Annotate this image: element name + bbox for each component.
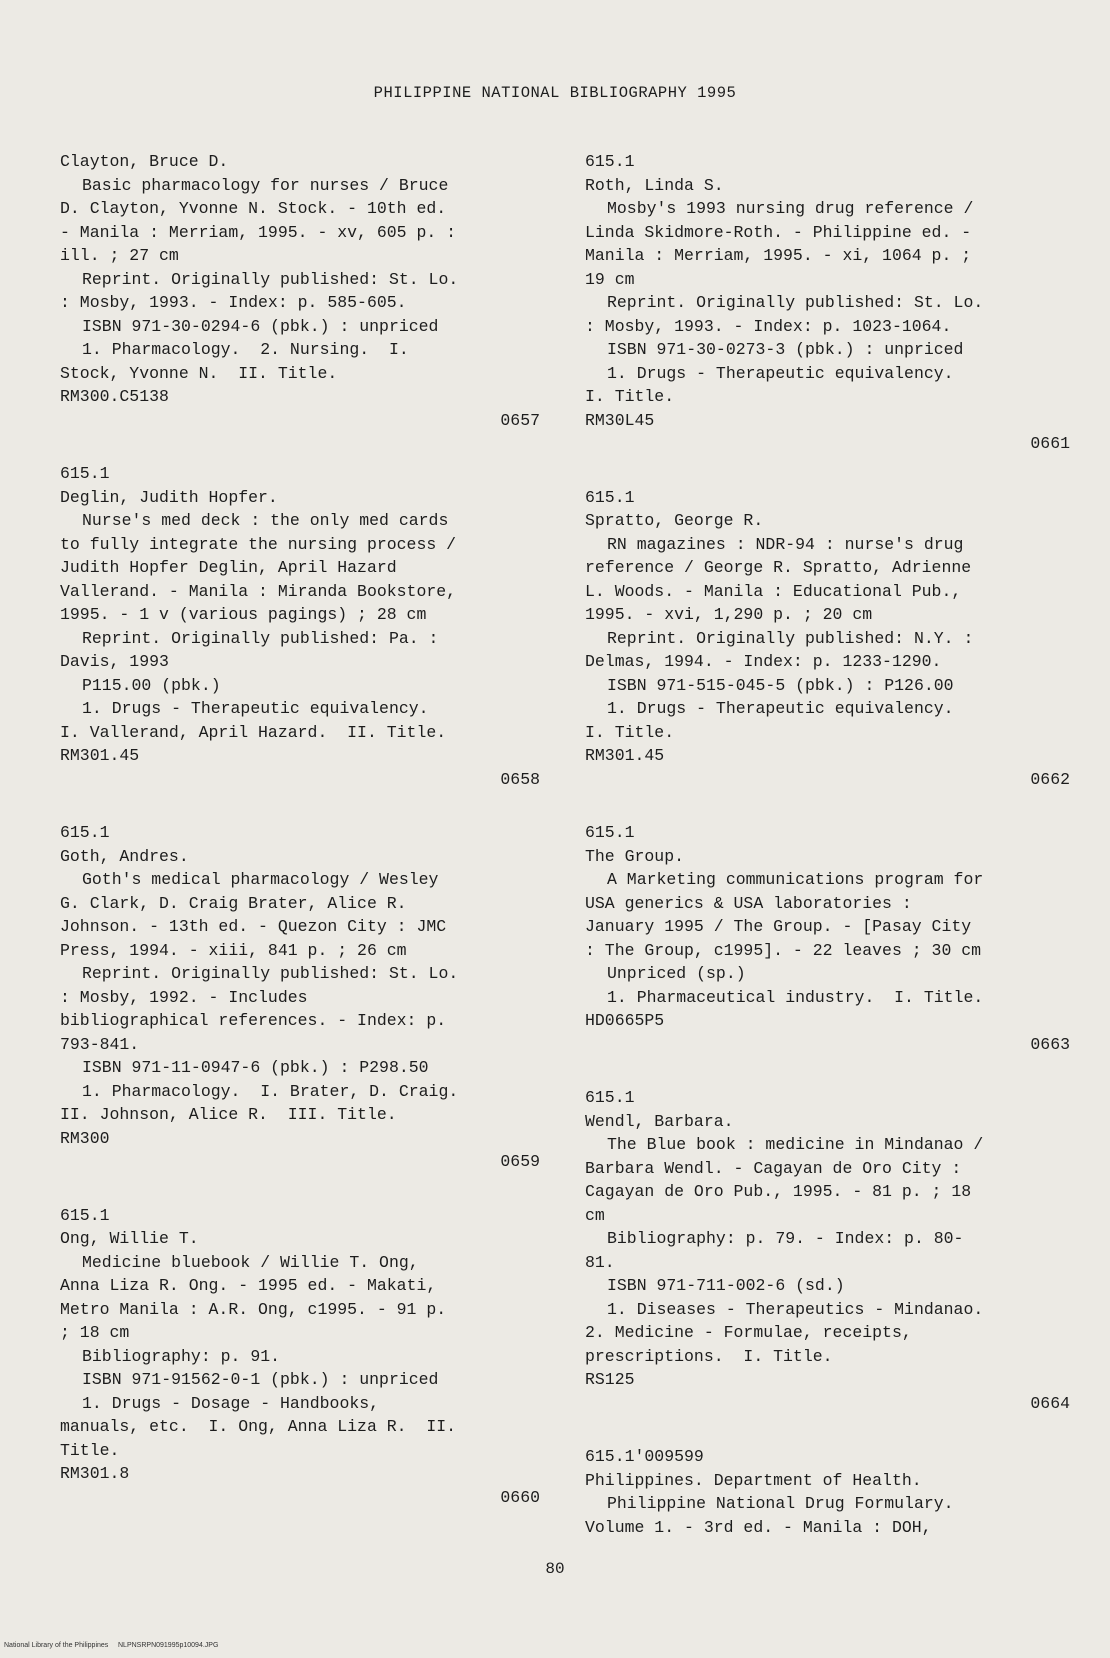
entry-line: : The Group, c1995]. - 22 leaves ; 30 cm: [585, 940, 982, 960]
entry-line: Deglin, Judith Hopfer.: [60, 487, 278, 507]
entry-line: D. Clayton, Yvonne N. Stock. - 10th ed.: [60, 199, 447, 218]
bibliographic-entry: [585, 1445, 1070, 1539]
bibliographic-entry: [585, 150, 1070, 456]
right-column: [585, 150, 1070, 1569]
bibliographic-entry: [60, 462, 540, 791]
entry-line: ISBN 971-30-0294-6 (pbk.) : unpriced: [82, 316, 439, 336]
entry-line: Bibliography: p. 79. - Index: p. 80-: [607, 1229, 964, 1248]
entry-line: Wendl, Barbara.: [585, 1111, 734, 1131]
entry-line: ISBN 971-515-045-5 (pbk.) : P126.00: [607, 675, 954, 695]
entry-line: 615.1: [585, 487, 635, 507]
bibliographic-entry: [585, 821, 1070, 1056]
entry-line: P115.00 (pbk.): [82, 675, 221, 695]
entry-line: Unpriced (sp.): [607, 964, 746, 983]
entry-line: HD0665P5: [585, 1011, 665, 1030]
entry-line: Davis, 1993: [60, 652, 169, 671]
entry-line: cm: [585, 1205, 605, 1225]
entry-line: : Mosby, 1992. - Includes: [60, 987, 308, 1007]
entry-line: ISBN 971-11-0947-6 (pbk.) : P298.50: [82, 1058, 429, 1077]
entry-line: 1. Pharmaceutical industry. I. Title.: [607, 987, 984, 1007]
entry-line: A Marketing communications program for: [607, 870, 984, 889]
entry-line: ISBN 971-91562-0-1 (pbk.) : unpriced: [82, 1370, 439, 1389]
entry-line: Anna Liza R. Ong. - 1995 ed. - Makati,: [60, 1276, 437, 1295]
entry-line: RM300.C5138: [60, 387, 169, 406]
entry-line: Basic pharmacology for nurses / Bruce: [82, 175, 449, 195]
entry-line: RM301.45: [60, 746, 140, 765]
entry-line: I. Vallerand, April Hazard. II. Title.: [60, 722, 447, 742]
entry-line: ISBN 971-711-002-6 (sd.): [607, 1276, 845, 1295]
entry-line: Cagayan de Oro Pub., 1995. - 81 p. ; 18: [585, 1182, 972, 1201]
entry-line: Metro Manila : A.R. Ong, c1995. - 91 p.: [60, 1299, 447, 1319]
entry-line: The Blue book : medicine in Mindanao /: [607, 1135, 984, 1154]
entry-line: 615.1: [60, 823, 110, 842]
entry-line: : Mosby, 1993. - Index: p. 1023-1064.: [585, 316, 952, 336]
entry-line: 615.1: [585, 1088, 635, 1107]
entry-line: - Manila : Merriam, 1995. - xv, 605 p. :: [60, 222, 457, 242]
entry-number: 0657: [500, 410, 540, 430]
entry-line: 1. Diseases - Therapeutics - Mindanao.: [607, 1299, 984, 1319]
left-column: [60, 150, 540, 1539]
entry-line: RM301.45: [585, 746, 665, 765]
entry-line: I. Title.: [585, 387, 675, 406]
entry-number: 0660: [500, 1487, 540, 1507]
entry-line: Stock, Yvonne N. II. Title.: [60, 363, 338, 383]
entry-line: Medicine bluebook / Willie T. Ong,: [82, 1252, 419, 1272]
entry-line: RN magazines : NDR-94 : nurse's drug: [607, 534, 964, 554]
entry-line: to fully integrate the nursing process /: [60, 534, 457, 554]
entry-line: reference / George R. Spratto, Adrienne: [585, 558, 972, 577]
entry-line: Nurse's med deck : the only med cards: [82, 511, 449, 530]
entry-line: L. Woods. - Manila : Educational Pub.,: [585, 581, 962, 601]
entry-line: Spratto, George R.: [585, 511, 764, 530]
entry-line: Mosby's 1993 nursing drug reference /: [607, 199, 974, 218]
entry-line: II. Johnson, Alice R. III. Title.: [60, 1105, 397, 1124]
entry-line: 1995. - xvi, 1,290 p. ; 20 cm: [585, 605, 873, 624]
entry-line: 615.1: [585, 823, 635, 842]
entry-line: I. Title.: [585, 722, 675, 742]
entry-line: 615.1: [60, 464, 110, 483]
entry-line: manuals, etc. I. Ong, Anna Liza R. II.: [60, 1417, 457, 1436]
entry-line: RS125: [585, 1370, 635, 1389]
entry-line: Bibliography: p. 91.: [82, 1346, 281, 1366]
entry-line: January 1995 / The Group. - [Pasay City: [585, 917, 972, 936]
entry-line: bibliographical references. - Index: p.: [60, 1011, 447, 1030]
page-number: 80: [545, 1560, 565, 1578]
entry-line: Judith Hopfer Deglin, April Hazard: [60, 558, 397, 577]
entry-line: RM301.8: [60, 1464, 130, 1483]
entry-line: 1. Pharmacology. I. Brater, D. Craig.: [82, 1081, 459, 1101]
entry-number: 0658: [500, 769, 540, 789]
entry-line: Title.: [60, 1440, 120, 1460]
entry-line: Ong, Willie T.: [60, 1229, 199, 1248]
entry-line: : Mosby, 1993. - Index: p. 585-605.: [60, 293, 407, 312]
entry-line: 1. Drugs - Therapeutic equivalency.: [607, 699, 954, 718]
entry-number: 0659: [500, 1152, 540, 1171]
entry-line: Clayton, Bruce D.: [60, 152, 229, 171]
entry-line: Johnson. - 13th ed. - Quezon City : JMC: [60, 917, 447, 936]
entry-line: Philippine National Drug Formulary.: [607, 1494, 954, 1513]
entry-line: 1. Drugs - Therapeutic equivalency.: [607, 363, 954, 383]
page-title: PHILIPPINE NATIONAL BIBLIOGRAPHY 1995: [373, 84, 737, 102]
entry-line: The Group.: [585, 846, 685, 866]
entry-line: Barbara Wendl. - Cagayan de Oro City :: [585, 1158, 962, 1178]
entry-line: Press, 1994. - xiii, 841 p. ; 26 cm: [60, 940, 407, 960]
entry-line: 19 cm: [585, 269, 635, 289]
scan-credit: National Library of the Philippines NLPNSRPN091995p10094.JPG: [4, 1642, 219, 1649]
bibliographic-entry: [60, 821, 540, 1174]
entry-line: Vallerand. - Manila : Miranda Bookstore,: [60, 581, 457, 601]
entry-line: Reprint. Originally published: Pa. :: [82, 628, 439, 648]
entry-line: 793-841.: [60, 1034, 140, 1054]
entry-line: Reprint. Originally published: N.Y. :: [607, 628, 974, 648]
entry-line: Reprint. Originally published: St. Lo.: [82, 964, 459, 983]
entry-line: Manila : Merriam, 1995. - xi, 1064 p. ;: [585, 246, 972, 265]
bibliographic-entry: [60, 150, 540, 432]
entry-line: Delmas, 1994. - Index: p. 1233-1290.: [585, 652, 942, 671]
entry-line: ; 18 cm: [60, 1323, 130, 1342]
bibliographic-entry: [60, 1204, 540, 1510]
entry-line: Goth, Andres.: [60, 846, 189, 866]
entry-line: 1. Drugs - Therapeutic equivalency.: [82, 699, 429, 718]
entry-number: 0661: [1030, 434, 1070, 453]
entry-line: Reprint. Originally published: St. Lo.: [82, 269, 459, 289]
entry-number: 0663: [1030, 1034, 1070, 1054]
entry-line: 615.1: [60, 1205, 110, 1225]
entry-line: 1995. - 1 v (various pagings) ; 28 cm: [60, 605, 427, 624]
entry-line: Volume 1. - 3rd ed. - Manila : DOH,: [585, 1517, 932, 1537]
entry-line: Reprint. Originally published: St. Lo.: [607, 293, 984, 312]
entry-line: USA generics & USA laboratories :: [585, 893, 912, 913]
entry-line: 81.: [585, 1252, 615, 1272]
entry-number: 0662: [1030, 769, 1070, 789]
entry-line: 1. Drugs - Dosage - Handbooks,: [82, 1393, 380, 1413]
bibliographic-entry: [585, 1086, 1070, 1415]
entry-line: RM300: [60, 1128, 110, 1148]
entry-line: 1. Pharmacology. 2. Nursing. I.: [82, 340, 409, 359]
entry-line: ISBN 971-30-0273-3 (pbk.) : unpriced: [607, 340, 964, 359]
entry-line: prescriptions. I. Title.: [585, 1346, 833, 1366]
entry-line: Linda Skidmore-Roth. - Philippine ed. -: [585, 222, 972, 242]
entry-line: 2. Medicine - Formulae, receipts,: [585, 1323, 912, 1342]
entry-line: ill. ; 27 cm: [60, 246, 179, 265]
bibliographic-entry: [585, 486, 1070, 792]
entry-number: 0664: [1030, 1393, 1070, 1413]
entry-line: Goth's medical pharmacology / Wesley: [82, 870, 439, 889]
entry-line: RM30L45: [585, 410, 655, 430]
entry-line: 615.1: [585, 152, 635, 171]
entry-line: G. Clark, D. Craig Brater, Alice R.: [60, 893, 407, 913]
entry-line: Roth, Linda S.: [585, 175, 724, 195]
entry-line: 615.1'009599: [585, 1447, 704, 1466]
entry-line: Philippines. Department of Health.: [585, 1470, 922, 1490]
